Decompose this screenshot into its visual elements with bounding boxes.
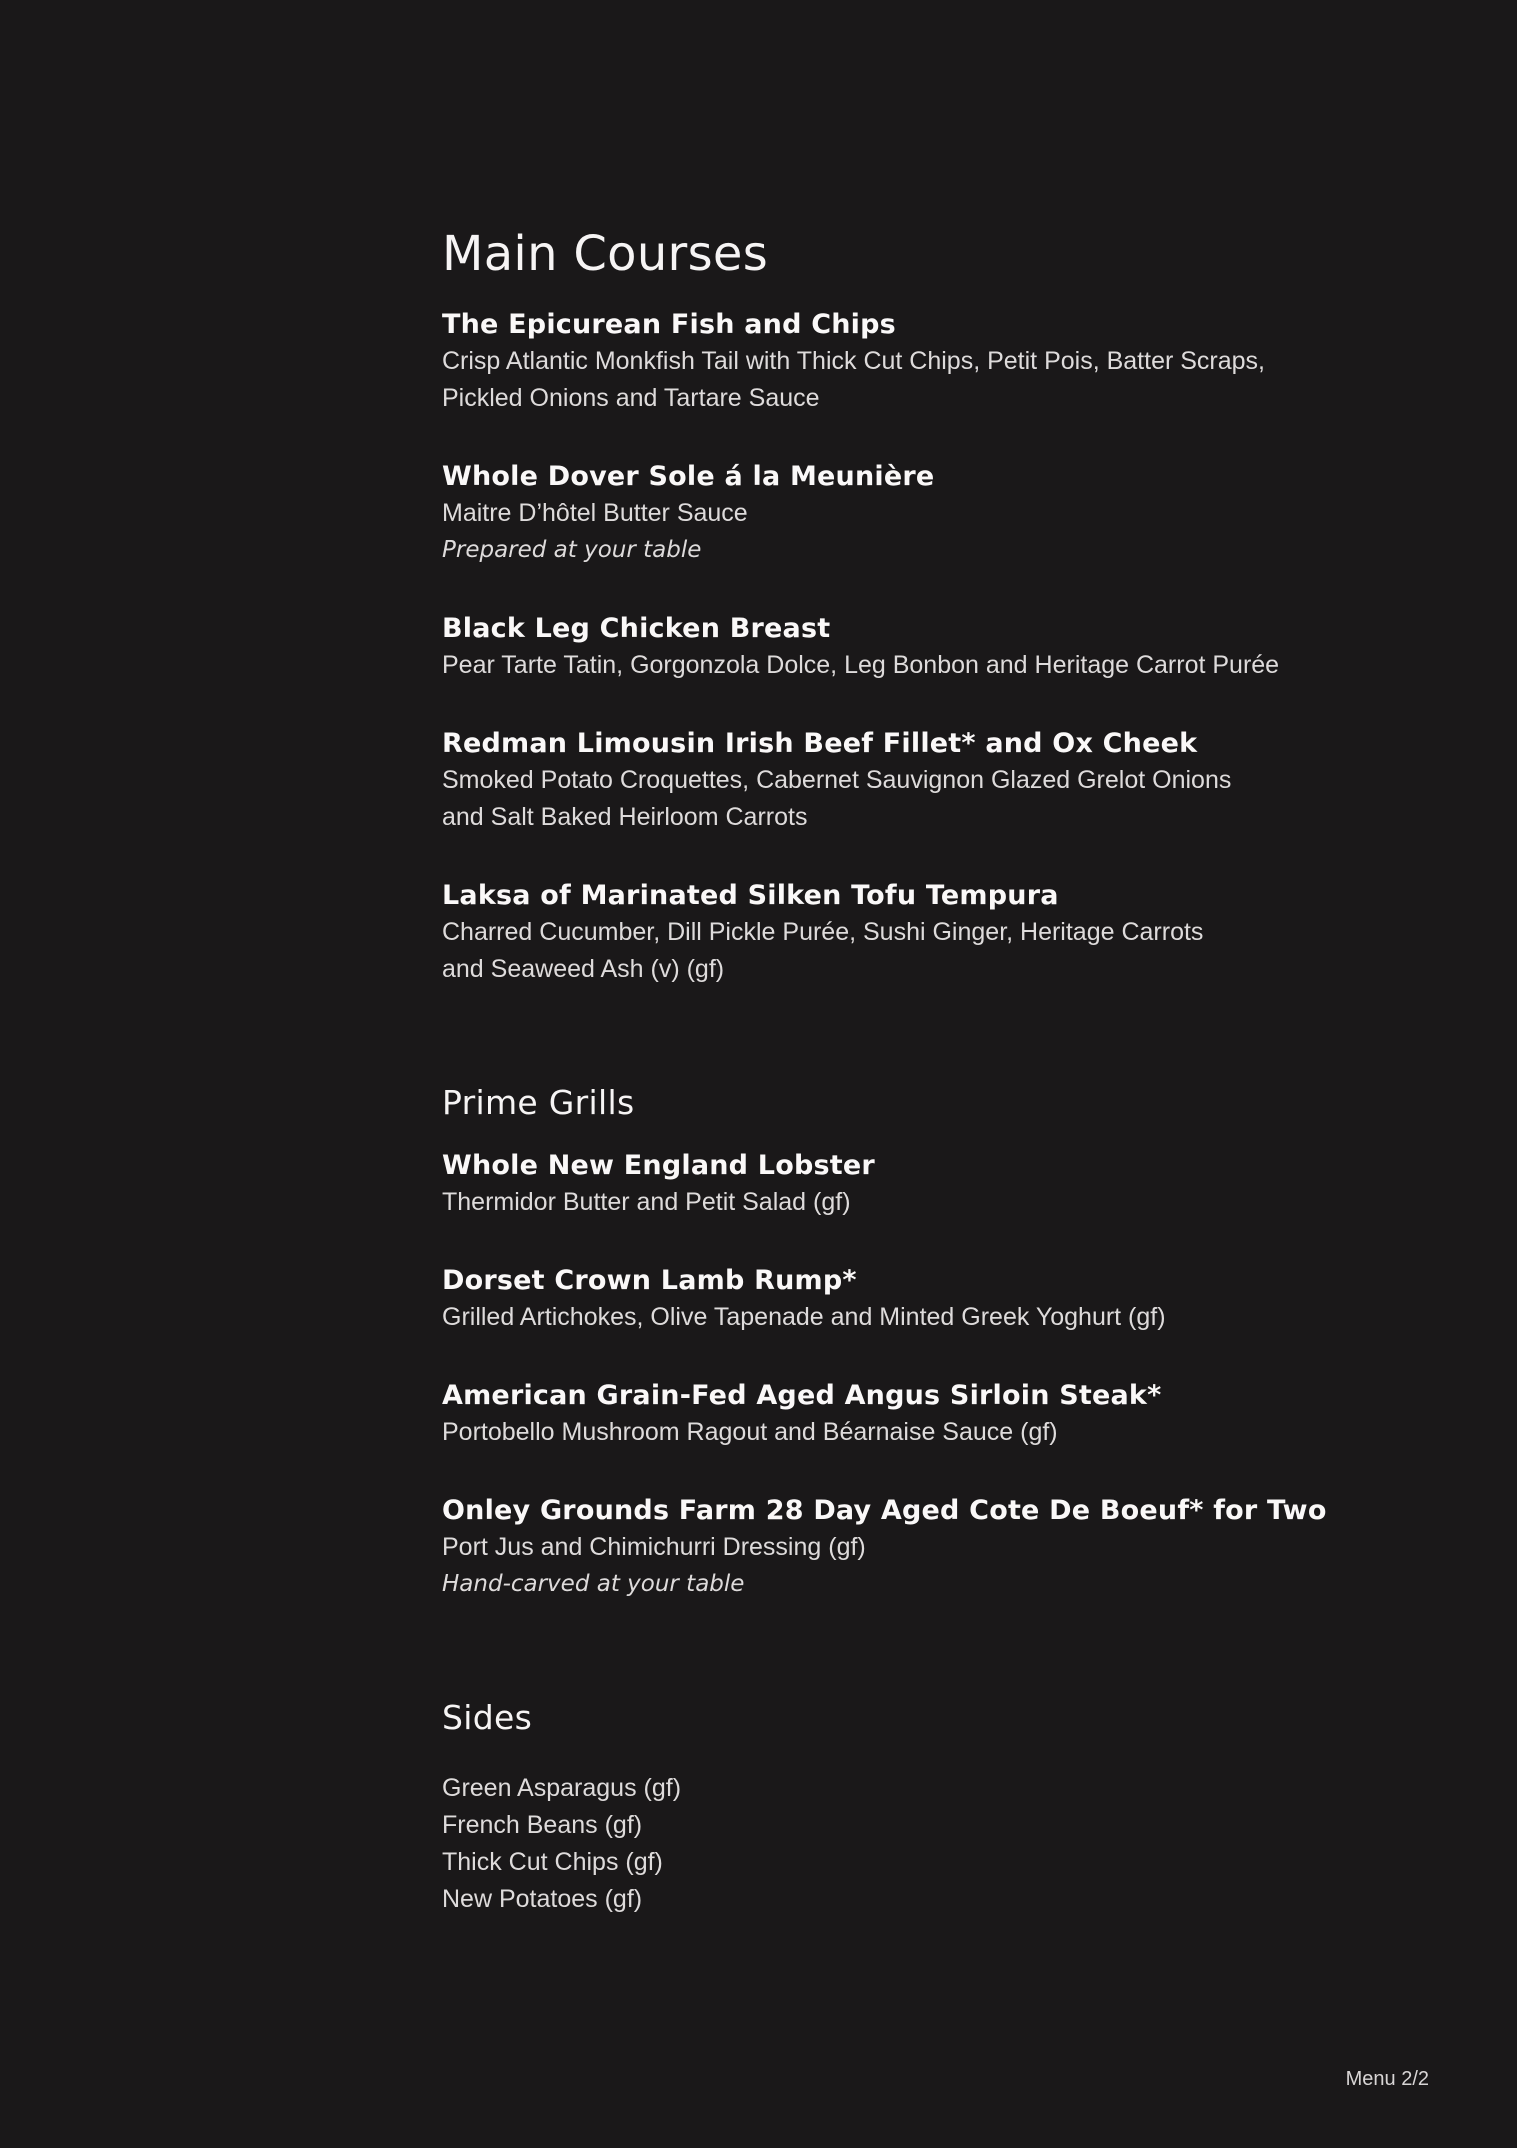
dish-name: Black Leg Chicken Breast bbox=[442, 613, 831, 644]
sides-list bbox=[442, 1770, 1362, 1918]
side-item: French Beans (gf) bbox=[442, 1811, 643, 1839]
dish-name: Whole New England Lobster bbox=[442, 1150, 875, 1181]
side-item: Thick Cut Chips (gf) bbox=[442, 1848, 663, 1876]
dish-note: Prepared at your table bbox=[442, 537, 702, 563]
dish-item bbox=[442, 1377, 1362, 1451]
dish-description: Pear Tarte Tatin, Gorgonzola Dolce, Leg Bonbon and Heritage Carrot Purée bbox=[442, 651, 1280, 679]
dish-description: Smoked Potato Croquettes, Cabernet Sauvignon Glazed Grelot Onions and Salt Baked Heirloom Carrots bbox=[442, 766, 1232, 831]
dish-description: Charred Cucumber, Dill Pickle Purée, Sushi Ginger, Heritage Carrots and Seaweed Ash (v) (gf) bbox=[442, 918, 1204, 983]
dish-item bbox=[442, 725, 1362, 836]
dish-description: Crisp Atlantic Monkfish Tail with Thick Cut Chips, Petit Pois, Batter Scraps, Pickled Onions and Tartare Sauce bbox=[442, 347, 1265, 412]
side-item: New Potatoes (gf) bbox=[442, 1885, 643, 1913]
dish-description: Grilled Artichokes, Olive Tapenade and Minted Greek Yoghurt (gf) bbox=[442, 1303, 1166, 1331]
sides-title: Sides bbox=[442, 1698, 533, 1737]
section-spacer bbox=[442, 1029, 1362, 1081]
dish-name: Whole Dover Sole á la Meunière bbox=[442, 461, 935, 492]
dish-description: Thermidor Butter and Petit Salad (gf) bbox=[442, 1188, 851, 1216]
dish-item bbox=[442, 1147, 1362, 1221]
dish-name: The Epicurean Fish and Chips bbox=[442, 309, 896, 340]
dish-item bbox=[442, 458, 1362, 569]
dish-description: Maitre D’hôtel Butter Sauce bbox=[442, 499, 748, 527]
dish-description: Port Jus and Chimichurri Dressing (gf) bbox=[442, 1533, 866, 1561]
dish-name: Onley Grounds Farm 28 Day Aged Cote De Boeuf* for Two bbox=[442, 1495, 1327, 1526]
dish-name: American Grain-Fed Aged Angus Sirloin Steak* bbox=[442, 1380, 1162, 1411]
dish-name: Dorset Crown Lamb Rump* bbox=[442, 1265, 857, 1296]
dish-item bbox=[442, 1262, 1362, 1336]
side-item: Green Asparagus (gf) bbox=[442, 1774, 682, 1802]
dish-item bbox=[442, 877, 1362, 988]
dish-description: Portobello Mushroom Ragout and Béarnaise Sauce (gf) bbox=[442, 1418, 1058, 1446]
dish-note: Hand-carved at your table bbox=[442, 1571, 745, 1597]
prime-grills-title: Prime Grills bbox=[442, 1083, 635, 1122]
main-courses-title: Main Courses bbox=[442, 226, 769, 282]
section-spacer bbox=[442, 1644, 1362, 1696]
dish-name: Redman Limousin Irish Beef Fillet* and Ox Cheek bbox=[442, 728, 1198, 759]
page-number: Menu 2/2 bbox=[1345, 2068, 1429, 2090]
dish-item bbox=[442, 1492, 1362, 1603]
dish-item bbox=[442, 306, 1362, 417]
dish-name: Laksa of Marinated Silken Tofu Tempura bbox=[442, 880, 1059, 911]
menu-page bbox=[442, 222, 1362, 1918]
dish-item bbox=[442, 610, 1362, 684]
